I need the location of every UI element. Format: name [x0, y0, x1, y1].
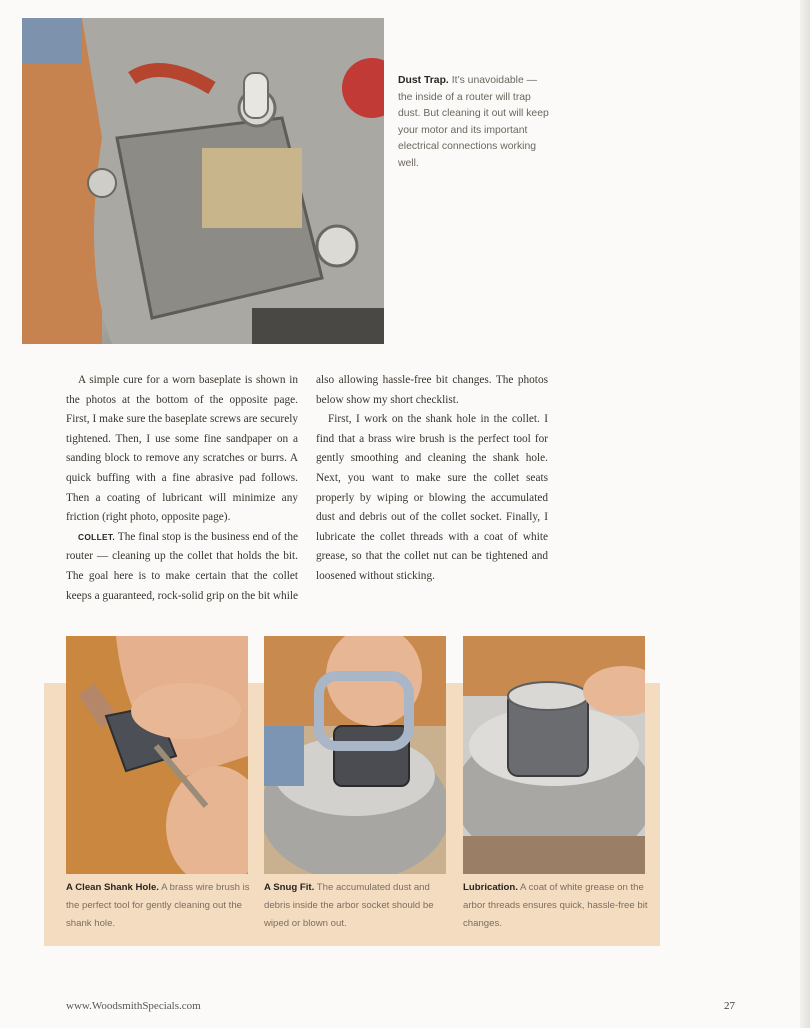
- photo-caption-lead: A Clean Shank Hole.: [66, 882, 159, 893]
- photo-caption: [66, 879, 256, 932]
- photo-caption-text: A brass wire brush is the perfect tool for gently cleaning out the shank hole.: [66, 882, 250, 929]
- photo-caption-text: A coat of white grease on the arbor threads ensures quick, hassle-free bit changes.: [463, 882, 648, 929]
- photo-caption-lead: Lubrication.: [463, 882, 518, 893]
- section-lead: COLLET.: [78, 531, 115, 542]
- paragraph: First, I work on the shank hole in the collet. I find that a brass wire brush is the perfect tool for gently smoothing and cleaning the shank hole. Next, you want to make sure the collet seats properly by wiping or blowing the accumulated dust and debris out of the collet socket. Finally, I lubricate the collet threads with a coat of white grease, so that the collet nut can be tightened and loosened without sticking.: [316, 413, 548, 582]
- snug-fit-photo: [264, 636, 446, 874]
- page-edge: [800, 0, 810, 1028]
- page-number: 27: [724, 1000, 735, 1012]
- lubrication-photo: [463, 636, 645, 874]
- photo-caption: [264, 879, 450, 932]
- article-body: [66, 371, 548, 606]
- dust-trap-photo: [22, 18, 384, 344]
- photo-caption-text: The accumulated dust and debris inside the arbor socket should be wiped or blown out.: [264, 882, 434, 929]
- caption-lead: Dust Trap.: [398, 75, 449, 86]
- caption-text: It’s unavoidable — the inside of a router will trap dust. But cleaning it out will keep your motor and its important electrical connections working well.: [398, 75, 549, 169]
- photo-caption: [463, 879, 653, 932]
- paragraph: A simple cure for a worn baseplate is shown in the photos at the bottom of the opposite page. First, I make sure the baseplate screws are securely tightened. Then, I use some fine sandpaper on a sanding block to remove any scratches or burrs. A quick buffing with a fine abrasive pad follows. Then a coating of lubricant will minimize any friction (right photo, opposite page).: [66, 374, 298, 524]
- dust-trap-caption: [398, 73, 550, 173]
- footer-url[interactable]: www.WoodsmithSpecials.com: [66, 1000, 201, 1012]
- shank-hole-photo: [66, 636, 248, 874]
- photo-caption-lead: A Snug Fit.: [264, 882, 315, 893]
- paragraph-text: The final stop is the business end of the router — cleaning up the collet that holds the bit. The goal here is to make certain that the collet keeps a guaranteed, rock-solid grip on the bit while also allowing hassle-free bit changes. The photos below show my short checklist.: [66, 374, 548, 602]
